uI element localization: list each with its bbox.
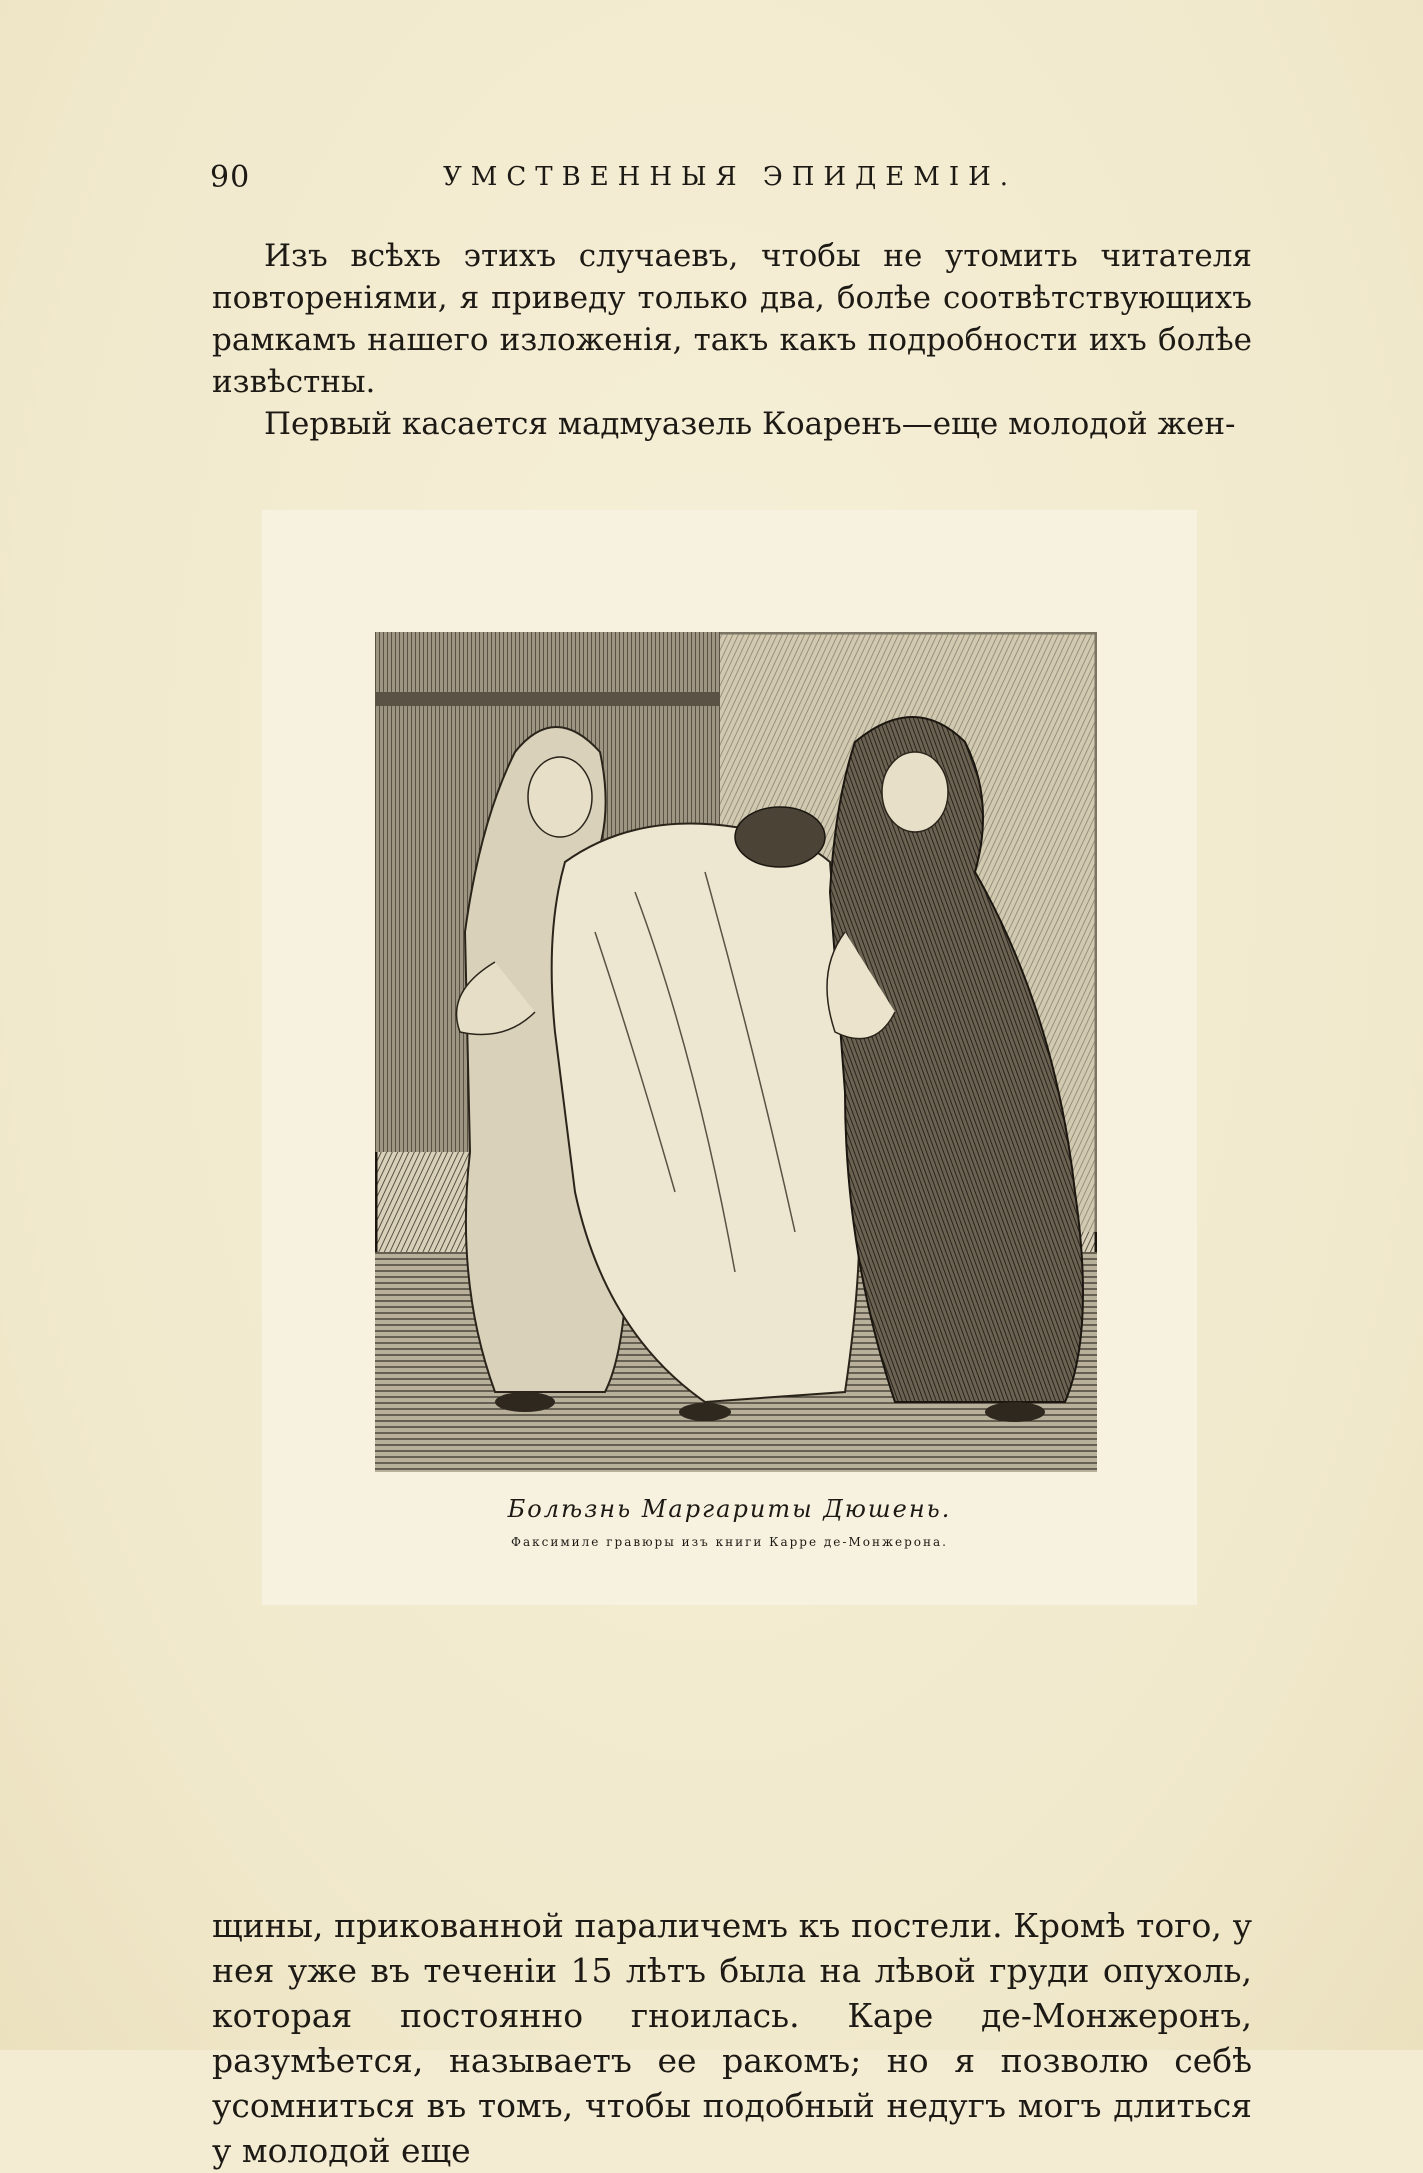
figure-caption-subtitle: Факсимиле гравюры изъ книги Карре де-Монжерона.	[511, 1535, 948, 1549]
paragraph-2: Первый касается мадмуазель Коаренъ—еще молодой жен-	[264, 406, 1236, 442]
paragraph-1: Изъ всѣхъ этихъ случаевъ, чтобы не утомить читателя повтореніями, я приведу только два, болѣе соотвѣтствующихъ рамкамъ нашего изложенія, такъ какъ подробности ихъ болѣе извѣстны.	[212, 238, 1252, 400]
page-header	[210, 160, 1250, 200]
engraving-illustration	[375, 632, 1097, 1472]
running-title: УМСТВЕННЫЯ ЭПИДЕМІИ.	[442, 162, 1018, 192]
bottom-text-block	[212, 1903, 1252, 2173]
figure-caption-title: Болѣзнь Маргариты Дюшень.	[507, 1495, 952, 1523]
paragraph-continuation: щины, прикованной параличемъ къ постели. Кромѣ того, у нея уже въ теченіи 15 лѣтъ была на лѣвой груди опухоль, которая постоянно гноилась. Каре де-Монжеронъ, разумѣется, называетъ ее ракомъ; но я позволю себѣ усомниться въ томъ, чтобы подобный недугъ могъ длиться у молодой еще	[212, 1906, 1252, 2170]
page-number: 90	[210, 160, 251, 195]
top-text-block	[212, 235, 1252, 445]
